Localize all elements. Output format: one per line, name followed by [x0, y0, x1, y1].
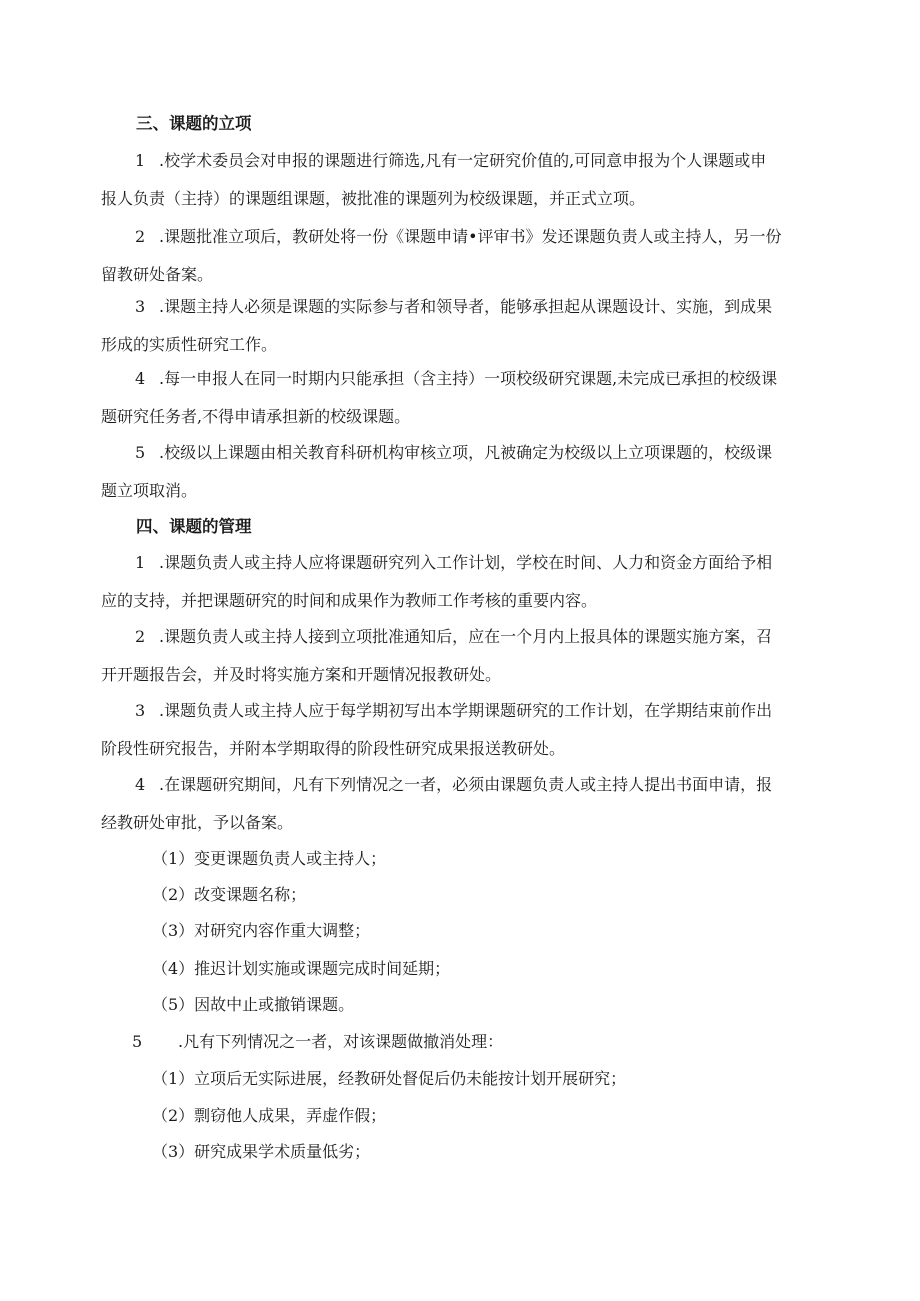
s3-item-1	[101, 151, 821, 209]
item-number: 1	[135, 553, 146, 572]
item-text-line2: 报人负责（主持）的课题组课题，被批准的课题列为校级课题，并正式立项。	[101, 189, 646, 208]
item-text-line1: .校学术委员会对申报的课题进行筛选,凡有一定研究价值的,可同意申报为个人课题或申	[159, 151, 767, 170]
item-text-line2: 开开题报告会，并及时将实施方案和开题情况报教研处。	[101, 665, 502, 684]
s4-item-2	[101, 627, 821, 685]
item-number: 5	[135, 443, 146, 462]
item-text-line1: .课题负责人或主持人应于每学期初写出本学期课题研究的工作计划，在学期结束前作出	[159, 701, 773, 720]
item-text-line2: 题研究任务者,不得申请承担新的校级课题。	[101, 407, 411, 426]
item-text-line1: .校级以上课题由相关教育科研机构审核立项，凡被确定为校级以上立项课题的，校级课	[159, 443, 773, 462]
item-number: 4	[135, 369, 146, 388]
item-text-line2: 阶段性研究报告，并附本学期取得的阶段性研究成果报送教研处。	[101, 739, 566, 758]
item-number: 3	[135, 297, 146, 316]
item-text-line2: 留教研处备案。	[101, 265, 214, 284]
item-text-line2: 题立项取消。	[101, 481, 198, 500]
item4-sub-3: （3）对研究内容作重大调整；	[152, 921, 371, 940]
item-number: 4	[135, 775, 146, 794]
item-text-line2: 经教研处审批，予以备案。	[101, 813, 294, 832]
item-text-line1: .课题负责人或主持人接到立项批准通知后，应在一个月内上报具体的课题实施方案，召	[159, 627, 773, 646]
section-3-heading: 三、课题的立项	[136, 114, 252, 133]
item-text-line1: .在课题研究期间，凡有下列情况之一者，必须由课题负责人或主持人提出书面申请，报	[159, 775, 773, 794]
item4-sub-2: （2）改变课题名称；	[152, 885, 307, 904]
section-4-heading: 四、课题的管理	[136, 517, 252, 536]
s3-item-4	[101, 369, 821, 427]
item-number: 1	[135, 151, 146, 170]
item-text-line2: 应的支持，并把课题研究的时间和成果作为教师工作考核的重要内容。	[101, 591, 598, 610]
item-number: 2	[135, 627, 146, 646]
item4-sub-5: （5）因故中止或撤销课题。	[152, 995, 355, 1014]
s4-item-1	[101, 553, 821, 611]
s3-item-5	[101, 443, 821, 501]
item-number: 5	[132, 1032, 143, 1051]
item5-sub-2: （2）剽窃他人成果，弄虚作假；	[152, 1106, 387, 1125]
item-text-line1: .课题主持人必须是课题的实际参与者和领导者，能够承担起从课题设计、实施，到成果	[159, 297, 773, 316]
item-text: .凡有下列情况之一者，对该课题做撤消处理：	[178, 1032, 504, 1051]
item4-sub-1: （1）变更课题负责人或主持人；	[152, 849, 387, 868]
item-number: 3	[135, 701, 146, 720]
s3-item-2	[101, 227, 821, 285]
item-number: 2	[135, 227, 146, 246]
s4-item-5	[132, 1032, 503, 1052]
item-text-line1: .每一申报人在同一时期内只能承担（含主持）一项校级研究课题,未完成已承担的校级课	[159, 369, 778, 388]
s4-item-3	[101, 701, 821, 759]
item-text-line1: .课题批准立项后，教研处将一份《课题申请•评审书》发还课题负责人或主持人，另一份	[159, 227, 782, 246]
item5-sub-3: （3）研究成果学术质量低劣；	[152, 1142, 371, 1161]
s3-item-3	[101, 297, 821, 355]
item-text-line1: .课题负责人或主持人应将课题研究列入工作计划，学校在时间、人力和资金方面给予相	[159, 553, 773, 572]
item4-sub-4: （4）推迟计划实施或课题完成时间延期；	[152, 959, 451, 978]
item5-sub-1: （1）立项后无实际进展，经教研处督促后仍未能按计划开展研究；	[152, 1069, 627, 1088]
s4-item-4	[101, 775, 821, 833]
item-text-line2: 形成的实质性研究工作。	[101, 335, 278, 354]
